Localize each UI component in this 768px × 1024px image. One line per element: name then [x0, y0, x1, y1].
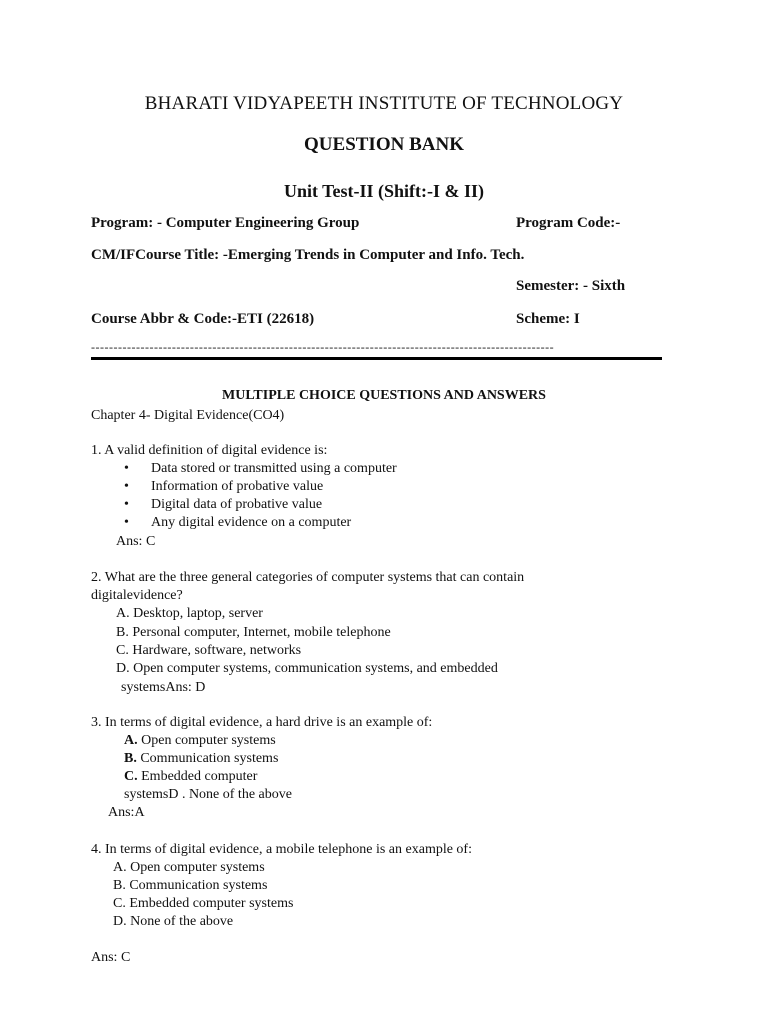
question-3-option	[124, 733, 276, 749]
question-2-option: C. Hardware, software, networks	[116, 643, 302, 658]
question-3-text: 3. In terms of digital evidence, a hard drive is an example of:	[91, 715, 433, 730]
option-letter: B.	[124, 751, 137, 766]
question-4-text: 4. In terms of digital evidence, a mobile telephone is an example of:	[91, 842, 472, 857]
question-2-option: B. Personal computer, Internet, mobile telephone	[116, 625, 391, 640]
question-3-continuation: systemsD . None of the above	[124, 787, 292, 802]
option-letter: C.	[124, 769, 138, 784]
question-1-answer: Ans: C	[116, 534, 156, 549]
institute-name: BHARATI VIDYAPEETH INSTITUTE OF TECHNOLOGY	[144, 93, 624, 114]
header-rule	[91, 357, 662, 360]
question-1-option: • Digital data of probative value	[151, 497, 322, 513]
question-4-answer: Ans: C	[91, 950, 131, 965]
unit-test-title: Unit Test-II (Shift:-I & II)	[283, 181, 485, 201]
question-2-option: D. Open computer systems, communication systems, and embedded	[116, 661, 498, 676]
question-3-option	[124, 751, 278, 767]
chapter-title: Chapter 4- Digital Evidence(CO4)	[91, 408, 285, 423]
scheme-label: Scheme: I	[516, 311, 580, 327]
question-4-option: B. Communication systems	[113, 878, 268, 893]
question-4-option: D. None of the above	[113, 914, 234, 929]
question-1-option: • Data stored or transmitted using a computer	[151, 461, 397, 477]
dashed-divider: -------------------------------------------------------------------------------------------------------	[91, 340, 555, 354]
question-1-option: • Any digital evidence on a computer	[151, 515, 351, 531]
section-title: MULTIPLE CHOICE QUESTIONS AND ANSWERS	[222, 388, 546, 403]
option-text: Open computer systems	[137, 733, 276, 748]
question-2-option: A. Desktop, laptop, server	[116, 606, 263, 621]
question-3-answer: Ans:A	[108, 805, 145, 820]
option-letter: A.	[124, 733, 138, 748]
document-title: QUESTION BANK	[304, 134, 464, 155]
question-3-option	[124, 769, 257, 785]
question-1-option: • Information of probative value	[151, 479, 323, 495]
course-abbr-label: Course Abbr & Code:-ETI (22618)	[91, 311, 315, 327]
course-title-label: CM/IFCourse Title: -Emerging Trends in Computer and Info. Tech.	[91, 247, 525, 263]
program-label: Program: - Computer Engineering Group	[91, 215, 360, 231]
question-2-text-cont: digitalevidence?	[91, 588, 183, 603]
question-2-text: 2. What are the three general categories of computer systems that can contain	[91, 570, 525, 585]
option-text: Communication systems	[136, 751, 279, 766]
option-text: Embedded computer	[137, 769, 258, 784]
semester-label: Semester: - Sixth	[516, 278, 626, 294]
question-4-option: C. Embedded computer systems	[113, 896, 294, 911]
program-code-label: Program Code:-	[516, 215, 621, 231]
question-2-answer: systemsAns: D	[121, 680, 206, 695]
question-4-option: A. Open computer systems	[113, 860, 265, 875]
question-1-text: 1. A valid definition of digital evidence is:	[91, 443, 328, 458]
